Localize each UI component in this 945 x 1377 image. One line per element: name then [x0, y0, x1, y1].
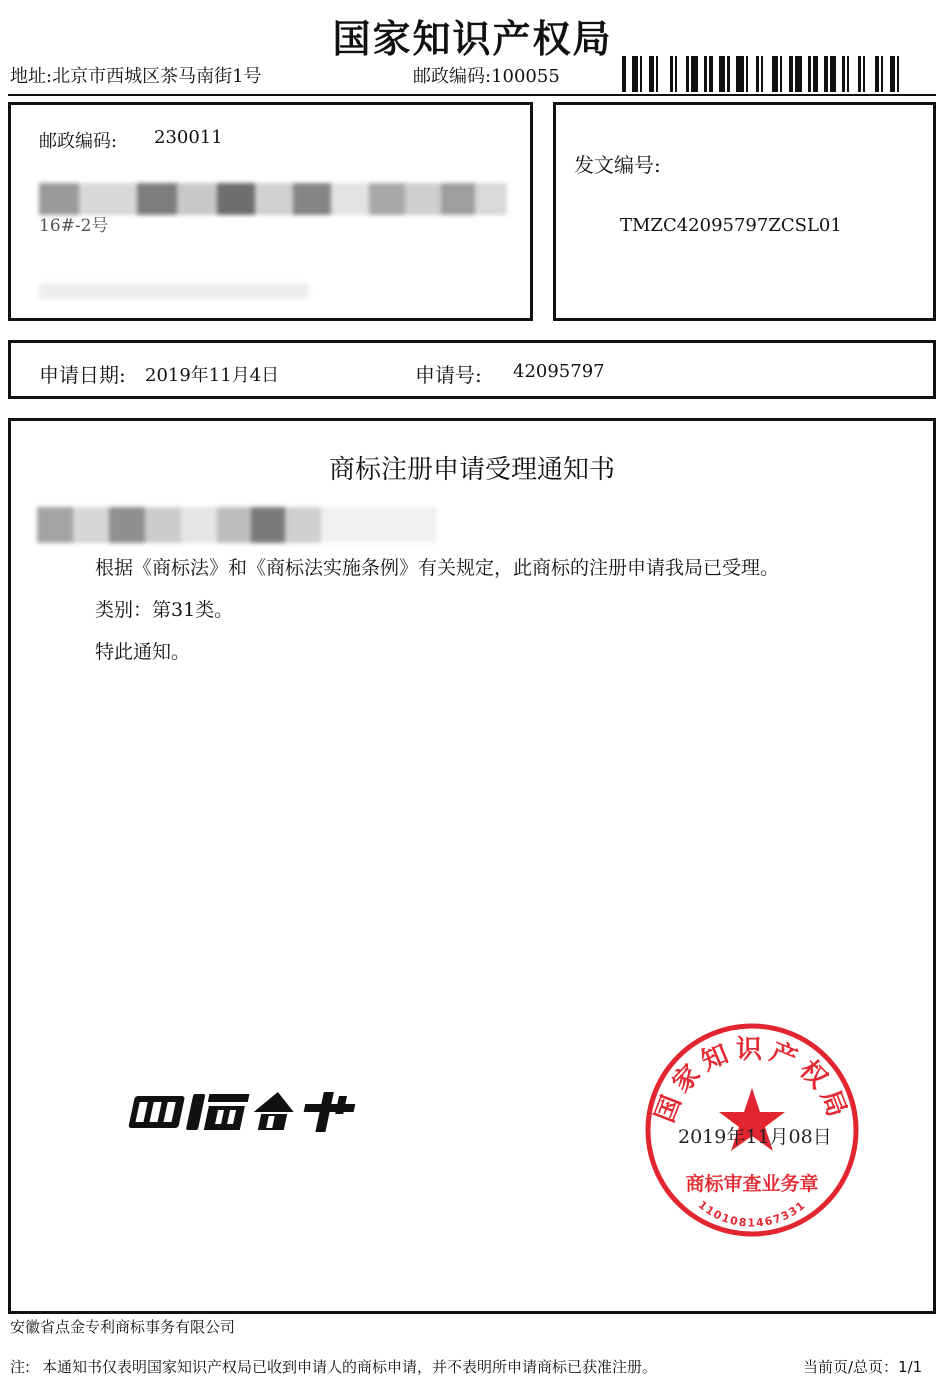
barcode-bar [700, 56, 702, 92]
application-date-label: 申请日期: [39, 363, 126, 387]
barcode-bar [838, 56, 840, 92]
recipient-postcode-label: 邮政编码: [39, 131, 118, 152]
barcode-bar [704, 56, 707, 92]
barcode-bar [875, 56, 879, 92]
footnote-label: 注: [10, 1358, 31, 1376]
barcode-bar [842, 56, 845, 92]
footnote-text: 本通知书仅表明国家知识产权局已收到申请人的商标申请，并不表明所申请商标已获准注册。 [42, 1358, 658, 1376]
doc-number-value: TMZC42095797ZCSL01 [620, 215, 842, 236]
barcode-bar [784, 56, 787, 92]
barcode-bar [644, 56, 647, 92]
seal-ring-text: 国家知识产权局 [650, 1035, 854, 1127]
barcode-bar [628, 56, 630, 92]
page-indicator: 当前页/总页：1/1 [803, 1358, 923, 1376]
doc-number-box [553, 102, 936, 321]
barcode-bar [691, 56, 698, 92]
barcode-bar [881, 56, 883, 92]
application-box [8, 340, 936, 399]
barcode-bar [820, 56, 822, 92]
notice-paragraph: 根据《商标法》和《商标法实施条例》有关规定，此商标的注册申请我局已受理。 [95, 557, 780, 579]
barcode-bar [804, 56, 806, 92]
barcode-bar [867, 56, 873, 92]
barcode-bar [679, 56, 684, 92]
barcode-bar [670, 56, 673, 92]
office-postcode: 邮政编码:100055 [413, 66, 560, 87]
recipient-box [8, 102, 533, 321]
barcode-bar [756, 56, 759, 92]
barcode-bar [736, 56, 744, 92]
barcode-bar [649, 56, 654, 92]
redacted-applicant [37, 507, 437, 543]
seal-serial: 1101081467331 [695, 1198, 809, 1230]
barcode-bar [901, 56, 905, 92]
application-number-label: 申请号: [415, 363, 482, 387]
barcode-bar [660, 56, 668, 92]
notice-heading: 商标注册申请受理通知书 [328, 455, 615, 485]
barcode-bar [686, 56, 689, 92]
barcode-bar [750, 56, 754, 92]
barcode-bar [622, 56, 626, 92]
barcode-bar [885, 56, 888, 92]
barcode-bar [765, 56, 770, 92]
barcode-bar [847, 56, 849, 92]
barcode-bar [897, 56, 899, 92]
application-date-value: 2019年11月4日 [145, 365, 280, 386]
barcode-bar [640, 56, 642, 92]
barcode-bar [808, 56, 811, 92]
barcode-bar [858, 56, 861, 92]
barcode [622, 56, 932, 92]
barcode-bar [632, 56, 638, 92]
redacted-recipient-name [39, 283, 309, 299]
redacted-address [39, 183, 507, 215]
barcode-bar [719, 56, 725, 92]
seal-inner-text: 商标审查业务章 [685, 1173, 819, 1195]
barcode-bar [715, 56, 717, 92]
barcode-bar [830, 56, 836, 92]
barcode-bar [890, 56, 895, 92]
barcode-bar [824, 56, 828, 92]
barcode-bar [780, 56, 782, 92]
doc-number-label: 发文编号: [574, 153, 661, 177]
recipient-postcode-value: 230011 [154, 127, 223, 148]
office-address: 地址:北京市西城区茶马南街1号 [10, 66, 262, 87]
agency-name: 安徽省点金专利商标事务有限公司 [10, 1318, 236, 1336]
recipient-address-fragment: 16#-2号 [39, 216, 109, 236]
barcode-bar [727, 56, 730, 92]
barcode-bar [795, 56, 802, 92]
barcode-bar [656, 56, 658, 92]
barcode-bar [675, 56, 677, 92]
barcode-bar [709, 56, 713, 92]
barcode-bar [789, 56, 793, 92]
barcode-bar [761, 56, 763, 92]
barcode-bar [851, 56, 856, 92]
agency-logo [120, 1082, 370, 1142]
notice-category: 类别：第31类。 [95, 599, 234, 621]
barcode-bar [746, 56, 748, 92]
notice-closing: 特此通知。 [95, 641, 191, 663]
barcode-bar [813, 56, 818, 92]
barcode-bar [772, 56, 778, 92]
header-rule [8, 94, 936, 96]
application-number-value: 42095797 [513, 361, 605, 382]
barcode-bar [732, 56, 734, 92]
barcode-bar [863, 56, 865, 92]
document-title: 国家知识产权局 [332, 16, 613, 61]
issue-date: 2019年11月08日 [678, 1126, 832, 1148]
